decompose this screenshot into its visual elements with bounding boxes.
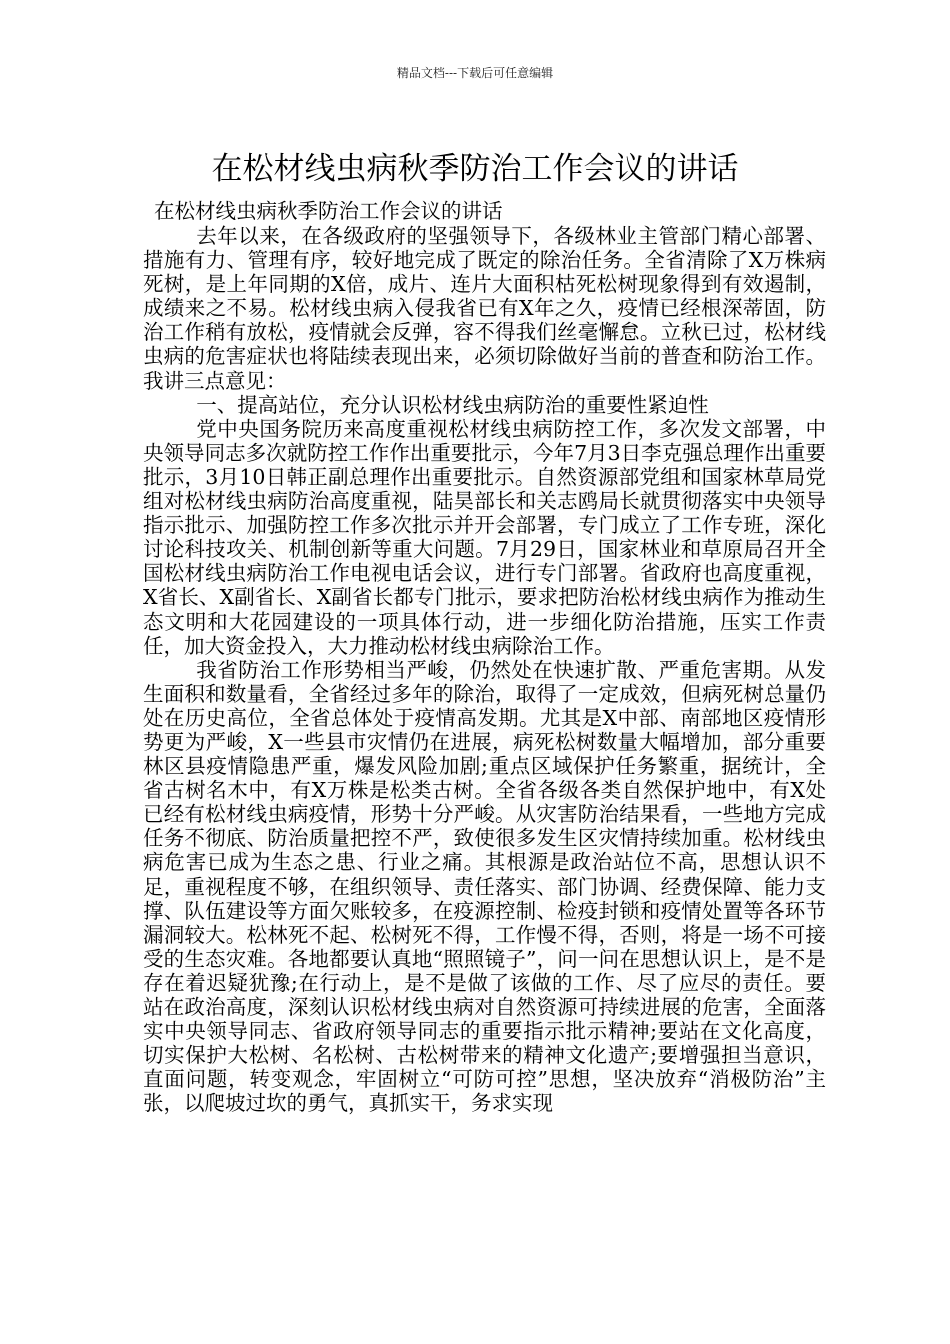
page-header: 精品文档---下载后可任意编辑 xyxy=(396,66,554,80)
document-subtitle: 在松材线虫病秋季防治工作会议的讲话 xyxy=(154,199,503,223)
body-paragraph: 我省防治工作形势相当严峻，仍然处在快速扩散、严重危害期。从发生面积和数量看，全省经过多年的除治，取得了一定成效，但病死树总量仍处在历史高位，全省总体处于疫情高发期。尤其是X中部、南部地区疫情形势更为严峻，X一些县市灾情仍在进展，病死松树数量大幅增加，部分重要林区县疫情隐患严重，爆发风险加剧;重点区域保护任务繁重，据统计，全省古树名木中，有X万株是松类古树。全省各级各类自然保护地中，有X处已经有松材线虫病疫情，形势十分严峻。从灾害防治结果看，一些地方完成任务不彻底、防治质量把控不严，致使很多发生区灾情持续加重。松材线虫病危害已成为生态之患、行业之痛。其根源是政治站位不高，思想认识不足，重视程度不够，在组织领导、责任落实、部门协调、经费保障、能力支撑、队伍建设等方面欠账较多，在疫源控制、检疫封锁和疫情处置等各环节漏洞较大。松林死不起、松树死不得，工作慢不得，否则，将是一场不可接受的生态灾难。各地都要认真地“照照镜子”，问一问在思想认识上，是不是存在着迟疑犹豫;在行动上，是不是做了该做的工作、尽了应尽的责任。要站在政治高度，深刻认识松材线虫病对自然资源可持续进展的危害，全面落实中央领导同志、省政府领导同志的重要指示批示精神;要站在文化高度，切实保护大松树、名松树、古松树带来的精神文化遗产;要增强担当意识，直面问题，转变观念，牢固树立“可防可控”思想，坚决放弃“消极防治”主张，以爬坡过坎的勇气，真抓实干，务求实现 xyxy=(143,657,826,1116)
document-title: 在松材线虫病秋季防治工作会议的讲话 xyxy=(211,150,739,187)
body-paragraph: 党中央国务院历来高度重视松材线虫病防控工作，多次发文部署，中央领导同志多次就防控工作作出重要批示，今年7月3日李克强总理作出重要批示，3月10日韩正副总理作出重要批示。自然资源部党组和国家林草局党组对松材线虫病防治高度重视，陆昊部长和关志鸥局长就贯彻落实中央领导指示批示、加强防控工作多次批示并开会部署，专门成立了工作专班，深化讨论科技攻关、机制创新等重大问题。7月29日，国家林业和草原局召开全国松材线虫病防治工作电视电话会议，进行专门部署。省政府也高度重视，X省长、X副省长、X副省长都专门批示，要求把防治松材线虫病作为推动生态文明和大花园建设的一项具体行动，进一步细化防治措施，压实工作责任，加大资金投入，大力推动松材线虫病除治工作。 xyxy=(143,416,826,658)
document-body xyxy=(143,224,826,1115)
body-paragraph: 去年以来，在各级政府的坚强领导下，各级林业主管部门精心部署、措施有力、管理有序，较好地完成了既定的除治任务。全省清除了X万株病死树，是上年同期的X倍，成片、连片大面积枯死松树现象得到有效遏制，成绩来之不易。松材线虫病入侵我省已有X年之久，疫情已经根深蒂固，防治工作稍有放松，疫情就会反弹，容不得我们丝毫懈怠。立秋已过，松材线虫病的危害症状也将陆续表现出来，必须切除做好当前的普查和防治工作。我讲三点意见： xyxy=(143,224,826,393)
section-heading: 一、提高站位，充分认识松材线虫病防治的重要性紧迫性 xyxy=(196,392,709,417)
